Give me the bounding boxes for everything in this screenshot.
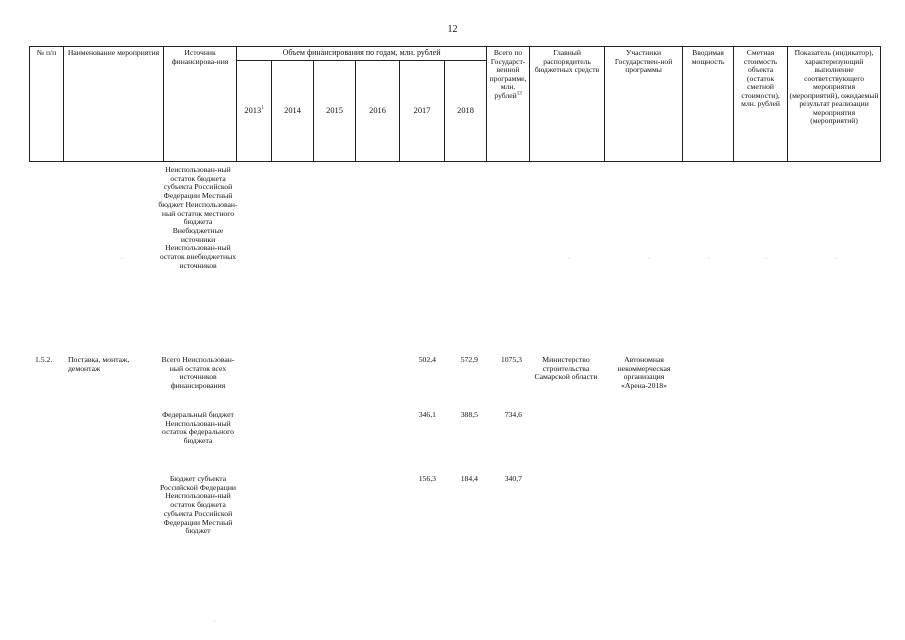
- federal-2018: 388,5: [460, 410, 478, 419]
- table-header: [29, 46, 881, 162]
- row-name: Поставка, монтаж, демонтаж: [68, 355, 130, 373]
- header-year-2015: 2015: [314, 61, 356, 162]
- header-source: Источник финансирова-ния: [164, 47, 237, 162]
- regional-2017: 156,3: [418, 474, 436, 483]
- page-number: 12: [447, 24, 458, 35]
- header-num: № п/п: [30, 47, 64, 162]
- scan-dot: ·: [568, 256, 570, 262]
- header-financing: Объем финансирования по годам, млн. рублей: [237, 47, 487, 61]
- row-participants: Автономная некоммерческая организация «Арена-2018»: [617, 355, 671, 391]
- header-manager: Главный распорядитель бюджетных средств: [530, 47, 605, 162]
- scan-dot: ·: [214, 619, 216, 625]
- header-total: Всего по Государст-венной программе, млн. рублей$^{13}$: [487, 47, 530, 162]
- scan-dot: ·: [648, 256, 650, 262]
- scan-dot: ·: [835, 256, 837, 262]
- federal-2017: 346,1: [418, 410, 436, 419]
- header-capacity: Вводимая мощность: [683, 47, 734, 162]
- header-year-2014: 2014: [272, 61, 314, 162]
- scan-dot: ·: [765, 256, 767, 262]
- header-year-2018: 2018: [445, 61, 487, 162]
- total-2018: 572,9: [460, 355, 478, 364]
- upper-sources: Неиспользован-ный остаток бюджета субъекта Российской Федерации Местный бюджет Неиспользован-ный остаток местного бюджета Внебюджетные источники Неиспользован-ный остаток внебюджетных источников: [158, 165, 238, 270]
- source-federal: Федеральный бюджет Неиспользован-ный остаток федерального бюджета: [162, 410, 234, 446]
- regional-sum: 340,7: [504, 474, 522, 483]
- scan-dot: ·: [121, 256, 123, 262]
- header-participants: Участники Государствен-ной программы: [605, 47, 683, 162]
- source-total: Всего Неиспользован-ный остаток всех источников финансирования: [161, 355, 235, 391]
- total-sum: 1075,3: [500, 355, 522, 364]
- header-indicator: Показатель (индикатор), характеризующий выполнение соответствующего мероприятия (мероприятий), ожидаемый результат реализации мероприятия (мероприятий): [788, 47, 881, 162]
- header-name: Наименование мероприятия: [64, 47, 164, 162]
- header-year-2017: 2017: [400, 61, 445, 162]
- header-year-2016: 2016: [356, 61, 400, 162]
- regional-2018: 184,4: [460, 474, 478, 483]
- row-manager: Министерство строительства Самарской области: [534, 355, 598, 382]
- header-year-2013: 2013$^1$: [237, 61, 272, 162]
- source-regional: Бюджет субъекта Российской Федерации Неиспользован-ный остаток бюджета субъекта Российской Федерации Местный бюджет: [159, 474, 237, 536]
- header-estimate: Сметная стоимость объекта (остаток сметной стоимости), млн. рублей: [734, 47, 788, 162]
- row-num: 1.5.2.: [35, 355, 53, 364]
- scan-dot: ·: [708, 256, 710, 262]
- total-2017: 502,4: [418, 355, 436, 364]
- table-body: [0, 164, 905, 634]
- federal-sum: 734,6: [504, 410, 522, 419]
